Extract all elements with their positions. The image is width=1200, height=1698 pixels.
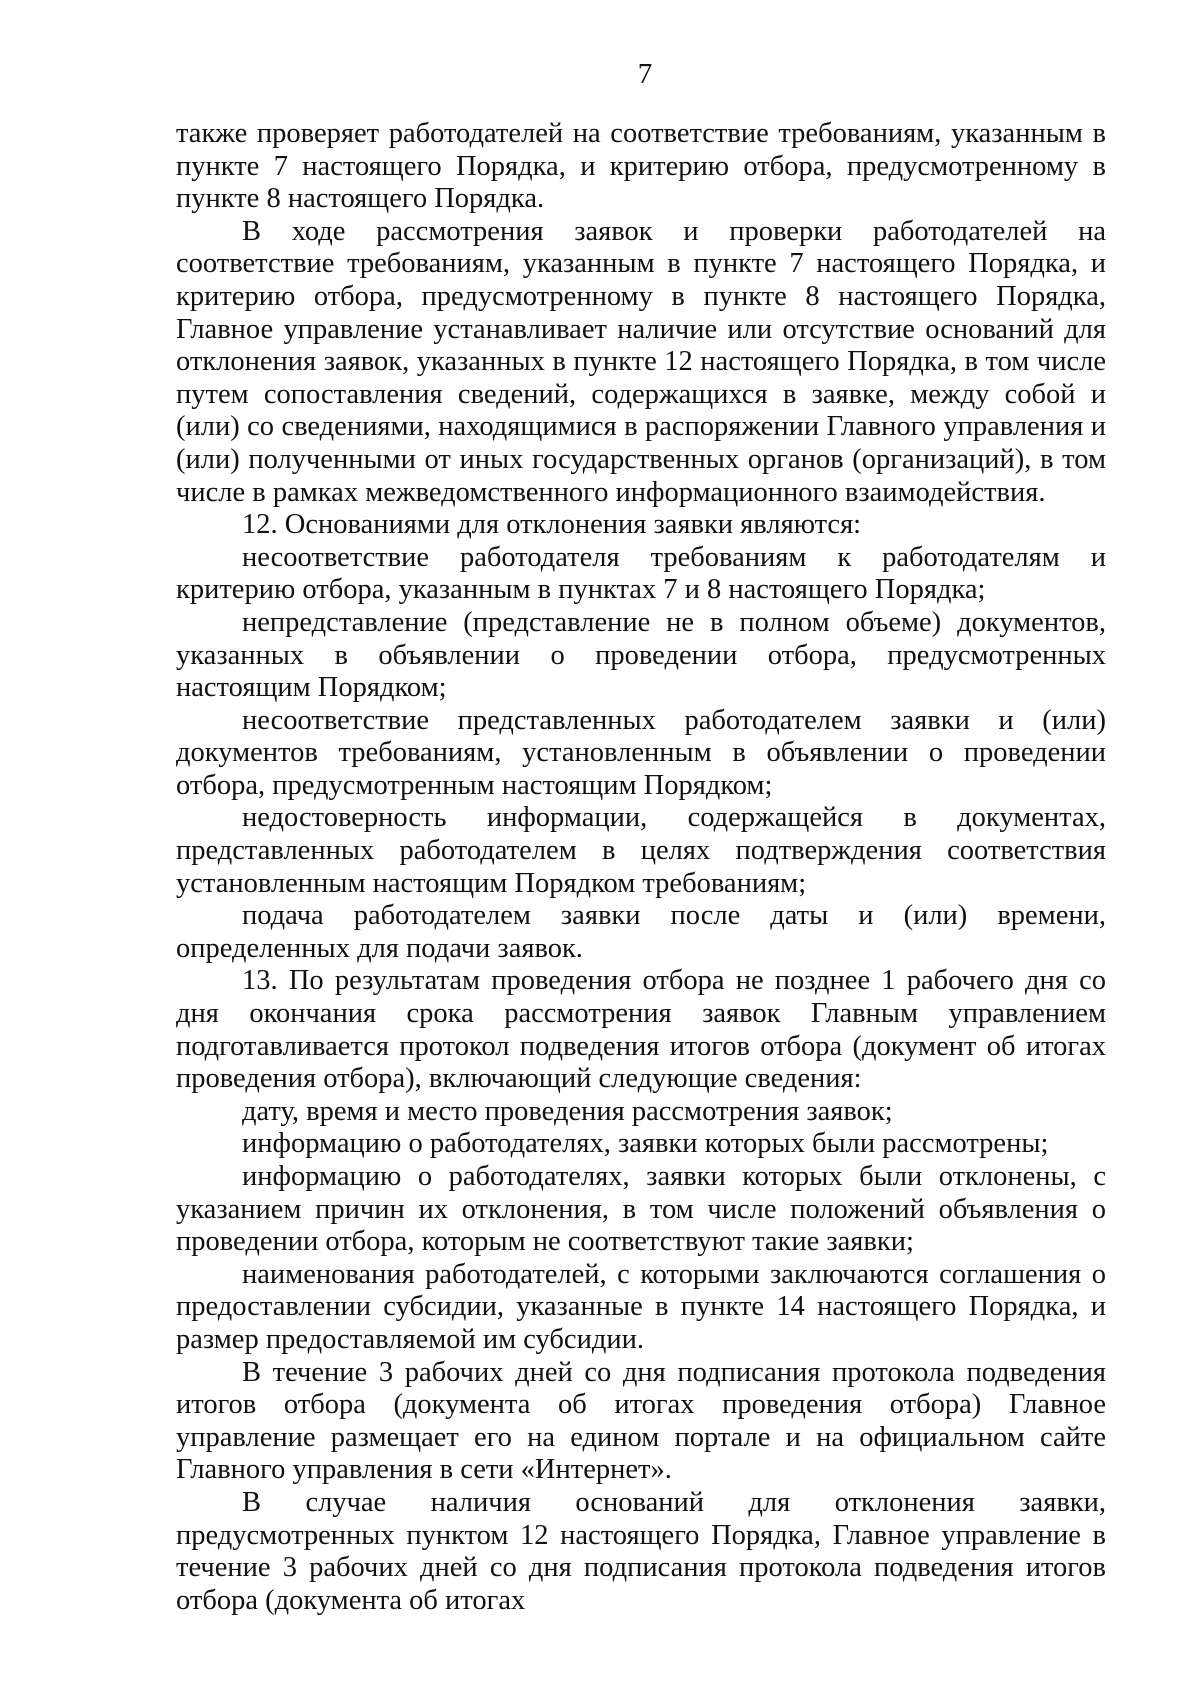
paragraph-protocol-reviewed: информацию о работодателях, заявки которых были рассмотрены; xyxy=(242,1128,1049,1160)
page-number: 7 xyxy=(637,58,653,90)
paragraph-reason-noncompliance: несоответствие работодателя требованиям к работодателям и критерию отбора, указанным в пунктах 7 и 8 настоящего Порядка; xyxy=(176,541,1106,606)
paragraph-rejection-notice: В случае наличия оснований для отклонения заявки, предусмотренных пунктом 12 настоящего Порядка, Главное управление в течение 3 рабочих дней со дня подписания протокола подведения итогов отбора (документа об итогах xyxy=(176,1486,1106,1616)
paragraph-reason-late-submission: подача работодателем заявки после даты и (или) времени, определенных для подачи заявок. xyxy=(176,900,1106,964)
paragraph-continuation: также проверяет работодателей на соответствие требованиям, указанным в пункте 7 настоящего Порядка, и критерию отбора, предусмотренному в пункте 8 настоящего Порядка. xyxy=(176,118,1106,215)
paragraph-protocol-date: дату, время и место проведения рассмотрения заявок; xyxy=(242,1095,893,1127)
paragraph-item-13-protocol: 13. По результатам проведения отбора не позднее 1 рабочего дня со дня окончания срока рассмотрения заявок Главным управлением подготавливается протокол подведения итогов отбора (документ об итогах проведения отбора), включающий следующие сведения: xyxy=(176,965,1106,1095)
paragraph-reason-missing-documents: непредставление (представление не в полном объеме) документов, указанных в объявлении о проведении отбора, предусмотренных настоящим Порядком; xyxy=(176,606,1106,704)
paragraph-reason-false-information: недостоверность информации, содержащейся в документах, представленных работодателем в целях подтверждения соответствия установленным настоящим Порядком требованиям; xyxy=(176,802,1106,899)
paragraph-protocol-rejected: информацию о работодателях, заявки которых были отклонены, с указанием причин их отклонения, в том числе положений объявления о проведении отбора, которым не соответствуют такие заявки; xyxy=(176,1161,1106,1258)
paragraph-publication: В течение 3 рабочих дней со дня подписания протокола подведения итогов отбора (документа об итогах проведения отбора) Главное управление размещает его на едином портале и на официальном сайте Главного управления в сети «Интернет». xyxy=(176,1356,1106,1486)
paragraph-protocol-agreements: наименования работодателей, с которыми заключаются соглашения о предоставлении субсидии, указанные в пункте 14 настоящего Порядка, и размер предоставляемой им субсидии. xyxy=(176,1258,1106,1355)
paragraph-item-12-heading: 12. Основаниями для отклонения заявки являются: xyxy=(242,509,862,541)
paragraph-reason-document-mismatch: несоответствие представленных работодателем заявки и (или) документов требованиям, установленным в объявлении о проведении отбора, предусмотренным настоящим Порядком; xyxy=(176,704,1106,801)
document-body xyxy=(176,118,1106,1617)
paragraph-review-process: В ходе рассмотрения заявок и проверки работодателей на соответствие требованиям, указанным в пункте 7 настоящего Порядка, и критерию отбора, предусмотренному в пункте 8 настоящего Порядка, Главное управление устанавливает наличие или отсутствие оснований для отклонения заявок, указанных в пункте 12 настоящего Порядка, в том числе путем сопоставления сведений, содержащихся в заявке, между собой и (или) со сведениями, находящимися в распоряжении Главного управления и (или) полученными от иных государственных органов (организаций), в том числе в рамках межведомственного информационного взаимодействия. xyxy=(176,215,1106,508)
